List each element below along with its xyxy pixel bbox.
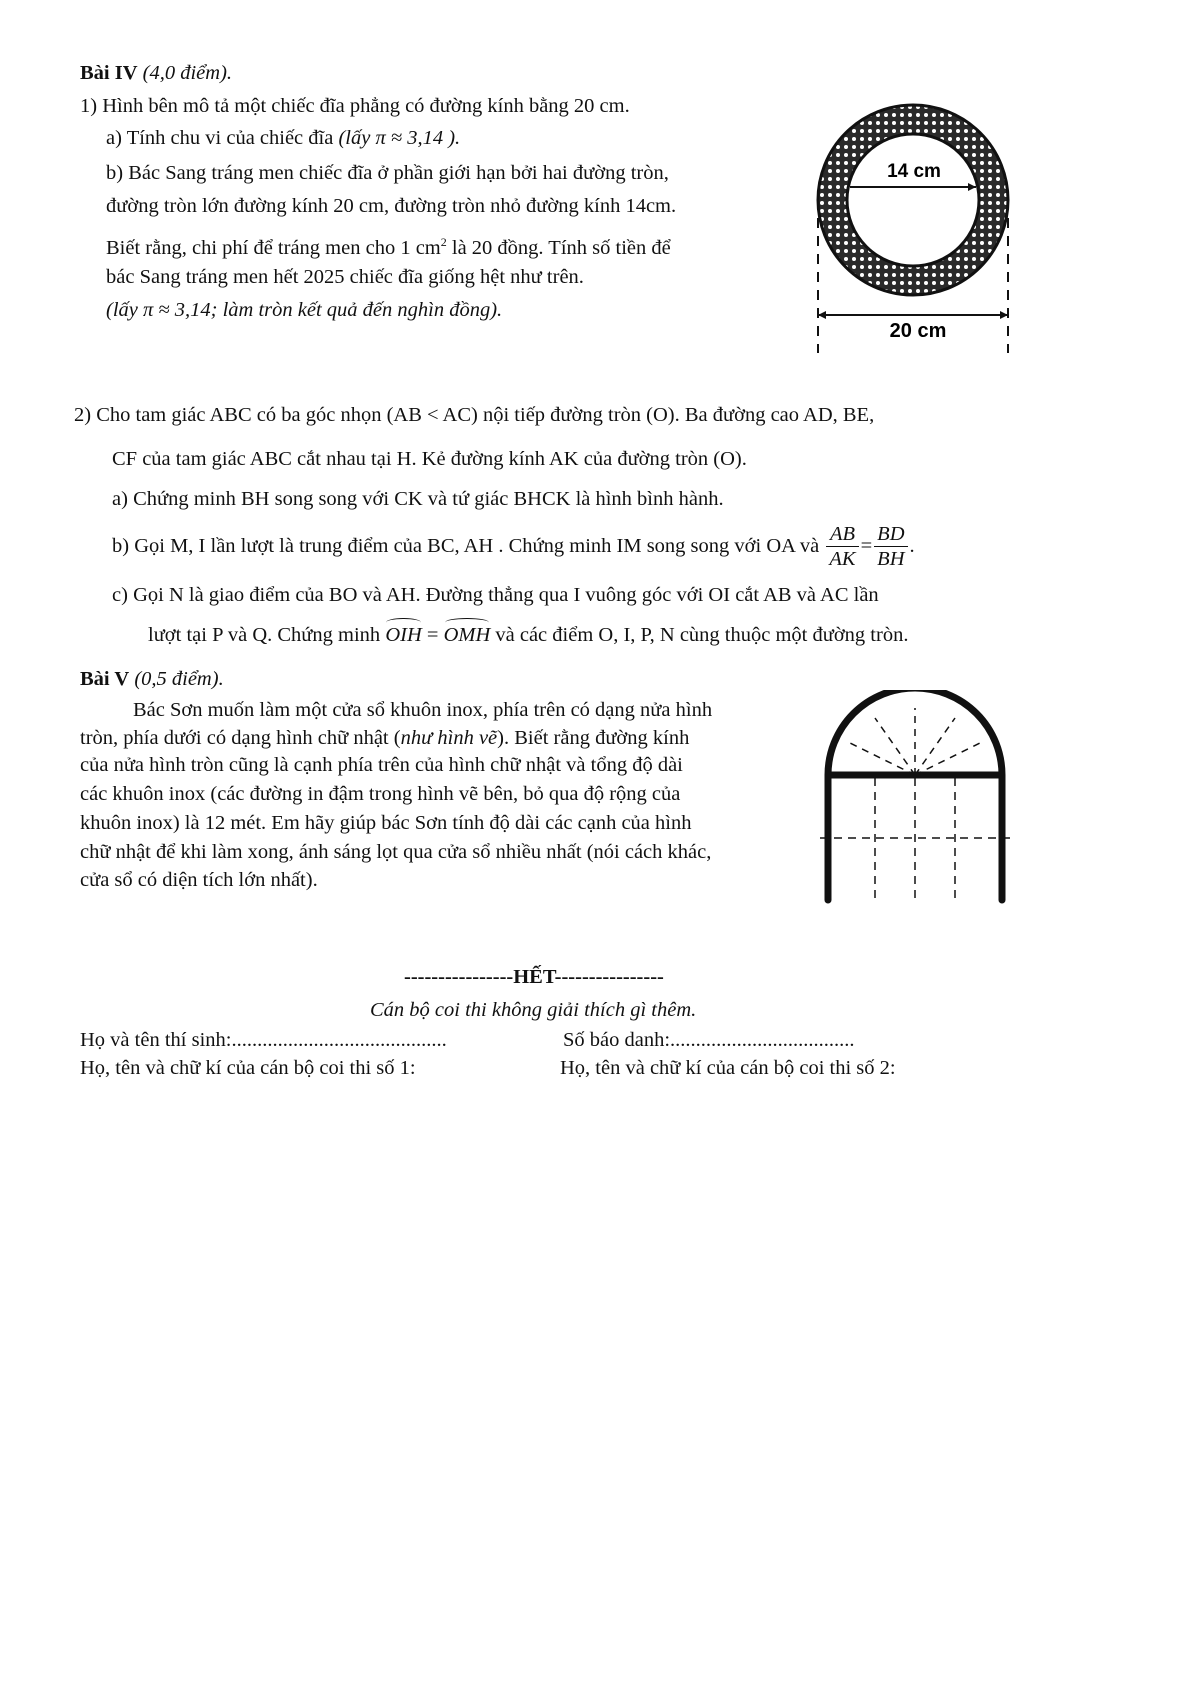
q2b-text: Gọi M, I lần lượt là trung điểm của BC, AH . Chứng minh IM song song với OA và: [134, 535, 820, 557]
bai4-heading-line: [80, 60, 232, 86]
frac2-numerator: BD: [874, 522, 907, 547]
q2c-text-1: Gọi N là giao điểm của BO và AH. Đường thẳng qua I vuông góc với OI cắt AB và AC lần: [133, 584, 879, 606]
angle-oih: OIH: [385, 624, 422, 646]
bai5-text-2a: tròn, phía dưới có dạng hình chữ nhật (: [80, 727, 401, 749]
q1-text: Hình bên mô tả một chiếc đĩa phẳng có đường kính bằng 20 cm.: [102, 95, 630, 117]
q2c-equals: =: [426, 624, 439, 646]
bai5-points: (0,5 điểm).: [134, 668, 224, 690]
window-dashed-rays: [848, 708, 982, 775]
candidate-id-field: Số báo danh:....................................: [563, 1029, 855, 1051]
outer-arrow-left-icon: [818, 311, 826, 319]
q1a-label: a): [106, 127, 122, 149]
q1b-text-3a: Biết rằng, chi phí để tráng men cho 1 cm: [106, 236, 441, 259]
q2a-label: a): [112, 488, 128, 510]
q2c-line1: [112, 582, 879, 608]
plate-figure: [810, 95, 1020, 365]
angle-omh: OMH: [443, 624, 491, 646]
candidate-name-field: Họ và tên thí sinh:..........................................: [80, 1029, 447, 1051]
q2b-label: b): [112, 535, 130, 557]
plate-inner-label: 14 cm: [887, 161, 941, 182]
q1-stem: [80, 93, 630, 119]
q2-line2: CF của tam giác ABC cắt nhau tại H. Kẻ đường kính AK của đường tròn (O).: [112, 448, 747, 470]
q1b-text-1: Bác Sang tráng men chiếc đĩa ở phần giới hạn bởi hai đường tròn,: [128, 162, 669, 184]
q2-line1: [74, 402, 874, 428]
proctor-note: Cán bộ coi thi không giải thích gì thêm.: [370, 999, 697, 1021]
q1a-note: (lấy π ≈ 3,14 ).: [338, 127, 461, 149]
q2b: [112, 519, 915, 573]
end-mark: ----------------HẾT----------------: [404, 966, 664, 988]
bai5-text-2-italic: như hình vẽ: [400, 727, 498, 749]
plate-outer-label: 20 cm: [889, 320, 947, 342]
plate-inner-circle: [847, 134, 979, 266]
q2b-period: .: [909, 535, 915, 557]
bai4-points: (4,0 điểm).: [142, 62, 233, 84]
q1b-label: b): [106, 162, 124, 184]
q1b-line1: [106, 160, 669, 186]
bai5-heading-line: [80, 666, 224, 692]
bai5-line3: của nửa hình tròn cũng là cạnh phía trên của hình chữ nhật và tổng độ dài: [80, 754, 683, 776]
proctor2-signature: Họ, tên và chữ kí của cán bộ coi thi số 2:: [560, 1057, 896, 1079]
q1a: [106, 125, 460, 151]
outer-arrow-right-icon: [1000, 311, 1008, 319]
fraction-ab-ak: [826, 522, 858, 571]
frac1-numerator: AB: [826, 522, 858, 547]
frac1-denominator: AK: [829, 547, 856, 570]
bai5-line1: Bác Sơn muốn làm một cửa sổ khuôn inox, phía trên có dạng nửa hình: [133, 699, 713, 721]
bai5-line6: chữ nhật để khi làm xong, ánh sáng lọt qua cửa sổ nhiều nhất (nói cách khác,: [80, 841, 712, 863]
q1b-line4: bác Sang tráng men hết 2025 chiếc đĩa giống hệt như trên.: [106, 266, 584, 288]
q1a-text: Tính chu vi của chiếc đĩa: [126, 127, 334, 149]
window-figure: [820, 690, 1010, 910]
q2-number: 2): [74, 404, 92, 426]
q1b-text-3b: là 20 đồng. Tính số tiền để: [446, 236, 671, 259]
proctor1-signature: Họ, tên và chữ kí của cán bộ coi thi số 1:: [80, 1057, 416, 1079]
q2c-text-2a: lượt tại P và Q. Chứng minh: [148, 624, 381, 646]
bai5-line4: các khuôn inox (các đường in đậm trong hình vẽ bên, bỏ qua độ rộng của: [80, 783, 681, 805]
q2-text-1: Cho tam giác ABC có ba góc nhọn (AB < AC) nội tiếp đường tròn (O). Ba đường cao AD, BE,: [96, 404, 875, 426]
equals-sign: =: [860, 535, 873, 557]
q1b-line3: [106, 229, 671, 261]
q1b-superscript: 2: [440, 235, 447, 249]
q2a: [112, 486, 724, 512]
q2c-label: c): [112, 584, 128, 606]
q1-number: 1): [80, 95, 98, 117]
bai5-text-2b: ). Biết rằng đường kính: [497, 727, 690, 749]
q2c-line2: [148, 622, 908, 648]
bai4-heading: Bài IV: [80, 62, 138, 84]
q1b-note: (lấy π ≈ 3,14; làm tròn kết quả đến nghìn đồng).: [106, 299, 503, 321]
q2c-text-2b: và các điểm O, I, P, N cùng thuộc một đường tròn.: [495, 624, 909, 646]
bai5-heading: Bài V: [80, 668, 130, 690]
bai5-line2: [80, 725, 689, 751]
q1b-line2: đường tròn lớn đường kính 20 cm, đường tròn nhỏ đường kính 14cm.: [106, 195, 677, 217]
window-dashed-grid: [820, 778, 1010, 902]
q2a-text: Chứng minh BH song song với CK và tứ giác BHCK là hình bình hành.: [133, 488, 724, 510]
bai5-line7: cửa sổ có diện tích lớn nhất).: [80, 869, 318, 891]
frac2-denominator: BH: [877, 547, 905, 570]
bai5-line5: khuôn inox) là 12 mét. Em hãy giúp bác Sơn tính độ dài các cạnh của hình: [80, 812, 692, 834]
fraction-bd-bh: [874, 522, 907, 571]
